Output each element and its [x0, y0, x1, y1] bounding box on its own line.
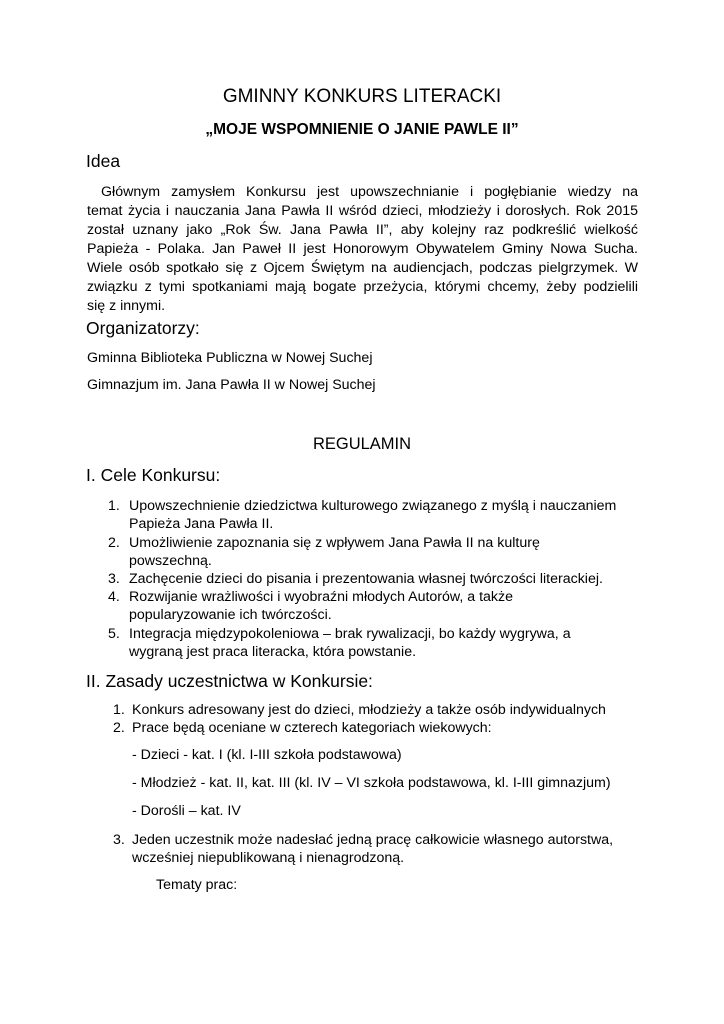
organizer-item: Gimnazjum im. Jana Pawła II w Nowej Suchej: [87, 377, 376, 393]
idea-line: Wiele osób spotkało się z Ojcem Świętym na audiencjach, podczas pielgrzymek. W: [87, 260, 638, 276]
organizers-heading: Organizatorzy:: [86, 318, 200, 338]
list-item: Rozwijanie wrażliwości i wyobraźni młodych Autorów, a także: [129, 589, 514, 605]
list-number: 1.: [113, 702, 125, 718]
organizer-item: Gminna Biblioteka Publiczna w Nowej Suchej: [87, 350, 373, 366]
document-title: GMINNY KONKURS LITERACKI: [222, 86, 502, 107]
list-number: 2.: [108, 535, 120, 551]
idea-line: Papieża - Polaka. Jan Paweł II jest Honorowym Obywatelem Gminy Nowa Sucha.: [87, 241, 638, 257]
idea-heading: Idea: [86, 151, 121, 171]
category-item: - Młodzież - kat. II, kat. III (kl. IV – VI szkoła podstawowa, kl. I-III gimnazjum): [132, 775, 611, 791]
regulations-heading: REGULAMIN: [312, 435, 412, 453]
list-item: wcześniej niepublikowaną i nienagrodzoną.: [132, 850, 405, 866]
rules-heading: II. Zasady uczestnictwa w Konkursie:: [86, 671, 373, 691]
list-item: powszechną.: [129, 553, 212, 569]
list-item: popularyzowanie ich twórczości.: [129, 607, 332, 623]
list-item: Papieża Jana Pawła II.: [129, 516, 274, 532]
list-item: wygraną jest praca literacka, która powstanie.: [129, 644, 417, 660]
idea-line: się z innymi.: [87, 298, 166, 314]
list-item: Umożliwienie zapoznania się z wpływem Jana Pawła II na kulturę: [129, 535, 540, 551]
list-number: 4.: [108, 589, 120, 605]
idea-line: został uznany jako „Rok Św. Jana Pawła II”, aby kolejny raz podkreślić wielkość: [87, 222, 638, 238]
goals-heading: I. Cele Konkursu:: [86, 465, 221, 485]
list-item: Upowszechnienie dziedzictwa kulturowego związanego z myślą i nauczaniem: [129, 498, 617, 514]
list-number: 5.: [108, 626, 120, 642]
document-subtitle: „MOJE WSPOMNIENIE O JANIE PAWLE II”: [205, 121, 519, 138]
idea-line: temat życia i nauczania Jana Pawła II wśród dzieci, młodzieży i dorosłych. Rok 2015: [87, 203, 638, 219]
list-number: 2.: [113, 720, 125, 736]
list-item: Jeden uczestnik może nadesłać jedną pracę całkowicie własnego autorstwa,: [132, 832, 614, 848]
topics-label: Tematy prac:: [156, 877, 238, 893]
list-item: Integracja międzypokoleniowa – brak rywalizacji, bo każdy wygrywa, a: [129, 626, 571, 642]
list-number: 3.: [113, 832, 125, 848]
list-number: 1.: [108, 498, 120, 514]
list-number: 3.: [108, 571, 120, 587]
category-item: - Dorośli – kat. IV: [132, 803, 241, 819]
list-item: Prace będą oceniane w czterech kategoriach wiekowych:: [132, 720, 492, 736]
list-item: Konkurs adresowany jest do dzieci, młodzieży a także osób indywidualnych: [132, 702, 606, 718]
idea-line: Głównym zamysłem Konkursu jest upowszechnianie i pogłębianie wiedzy na: [101, 184, 638, 200]
idea-line: związku z tymi spotkaniami mają bogate przeżycia, którymi chcemy, żeby podzielili: [87, 279, 638, 295]
category-item: - Dzieci - kat. I (kl. I-III szkoła podstawowa): [132, 747, 402, 763]
list-item: Zachęcenie dzieci do pisania i prezentowania własnej twórczości literackiej.: [129, 571, 603, 587]
